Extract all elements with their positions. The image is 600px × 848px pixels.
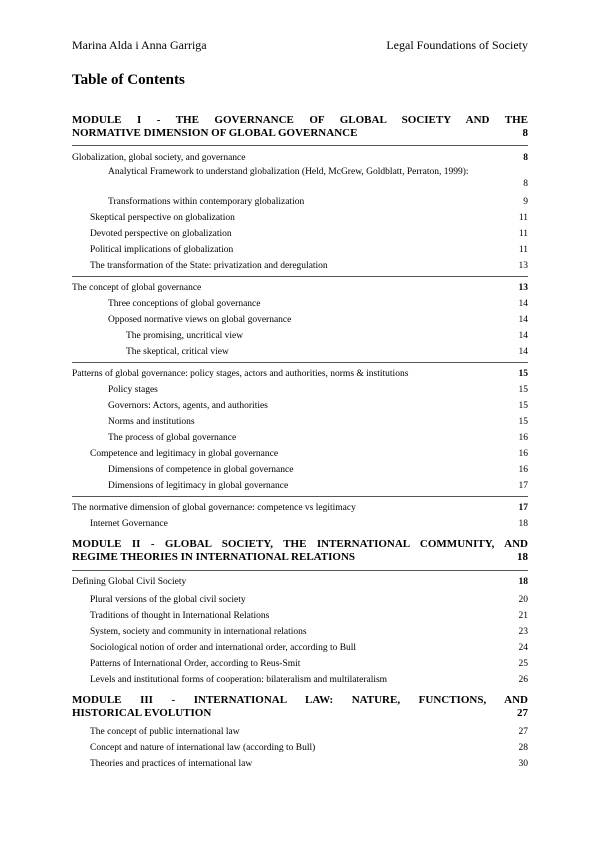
toc-page: 24	[518, 643, 528, 653]
toc-entry-label: Governors: Actors, agents, and authorities	[108, 401, 268, 411]
toc-page: 14	[518, 347, 528, 357]
toc-page: 8	[523, 153, 528, 163]
toc-page: 17	[518, 481, 528, 491]
toc-page: 25	[518, 659, 528, 669]
toc-page: 15	[518, 385, 528, 395]
header-author: Marina Alda i Anna Garriga	[72, 38, 207, 52]
toc-entry-label: The promising, uncritical view	[126, 331, 244, 341]
toc-entry-label: Traditions of thought in International Relations	[90, 611, 270, 621]
toc-entry-label: Levels and institutional forms of cooperation: bilateralism and multilateralism	[90, 675, 388, 685]
divider	[72, 496, 528, 497]
toc-page: 8	[522, 127, 528, 139]
toc-entry-label: Dimensions of competence in global governance	[108, 465, 294, 475]
toc-entry-label: Opposed normative views on global governance	[108, 315, 292, 325]
toc-module[interactable]: MODULE I - THE GOVERNANCE OF GLOBAL SOCIETY AND THE NORMATIVE DIMENSION OF GLOBAL GOVERNANCE 8	[72, 114, 528, 139]
toc-page: 30	[518, 759, 528, 769]
toc-entry-label: Policy stages	[108, 385, 158, 395]
toc-entry-label: Dimensions of legitimacy in global governance	[108, 481, 289, 491]
toc-page: 11	[518, 213, 528, 223]
toc-page: 9	[523, 197, 528, 207]
toc-page: 15	[518, 401, 528, 411]
toc-entry-label: Patterns of International Order, according to Reus-Smit	[90, 659, 301, 669]
toc-page: 20	[518, 595, 528, 605]
toc-entry-label: The concept of public international law	[90, 727, 240, 737]
toc-entry-label: The normative dimension of global governance: competence vs legitimacy	[72, 503, 356, 513]
toc-entry-label: Patterns of global governance: policy stages, actors and authorities, norms & institutions	[72, 369, 409, 379]
toc-page: 26	[518, 675, 528, 685]
toc-page: 16	[518, 465, 528, 475]
toc-entry-label: Transformations within contemporary globalization	[108, 197, 305, 207]
toc-module[interactable]: MODULE III - INTERNATIONAL LAW: NATURE, FUNCTIONS, AND HISTORICAL EVOLUTION 27	[72, 694, 528, 719]
toc-page: 16	[518, 449, 528, 459]
toc-page: 11	[518, 245, 528, 255]
toc-page: 17	[518, 503, 528, 513]
toc-page: 18	[518, 577, 528, 587]
divider	[72, 145, 528, 146]
toc-page: 16	[518, 433, 528, 443]
toc-page: 11	[518, 229, 528, 239]
toc-entry-label: Analytical Framework to understand globalization (Held, McGrew, Goldblatt, Perraton, 1999):	[108, 167, 469, 177]
toc-page: 8	[523, 179, 528, 189]
toc-entry-label: The transformation of the State: privatization and deregulation	[90, 261, 328, 271]
toc-page: 14	[518, 299, 528, 309]
toc-entry-label: Political implications of globalization	[90, 245, 234, 255]
toc-module[interactable]: MODULE II - GLOBAL SOCIETY, THE INTERNATIONAL COMMUNITY, AND REGIME THEORIES IN INTERNATIONAL RELATIONS 18	[72, 538, 528, 563]
toc-page: 13	[518, 283, 528, 293]
toc-page: 27	[517, 707, 528, 719]
toc-entry-label: Devoted perspective on globalization	[90, 229, 232, 239]
toc-entry-label: System, society and community in international relations	[90, 627, 307, 637]
toc-entry-label: The concept of global governance	[72, 283, 202, 293]
toc-page: 15	[518, 369, 528, 379]
toc-page: 18	[518, 519, 528, 529]
toc-page: 27	[518, 727, 528, 737]
toc-entry-label: The skeptical, critical view	[126, 347, 229, 357]
toc-page: 13	[518, 261, 528, 271]
toc-page: 21	[518, 611, 528, 621]
toc-entry-label: Theories and practices of international law	[90, 759, 253, 769]
toc-entry-label: The process of global governance	[108, 433, 237, 443]
toc-entry-label: Concept and nature of international law (according to Bull)	[90, 743, 316, 753]
header-course: Legal Foundations of Society	[386, 38, 528, 52]
toc-entry-label: Defining Global Civil Society	[72, 577, 187, 587]
toc-page: 14	[518, 331, 528, 341]
toc-page: 18	[517, 551, 528, 563]
toc-entry[interactable]	[72, 166, 528, 190]
toc-page: 14	[518, 315, 528, 325]
divider	[72, 570, 528, 571]
toc-entry-label: Skeptical perspective on globalization	[90, 213, 235, 223]
toc-entry-label: Sociological notion of order and international order, according to Bull	[90, 643, 357, 653]
toc-title: Table of Contents	[72, 72, 185, 88]
divider	[72, 276, 528, 277]
toc-entry-label: Norms and institutions	[108, 417, 195, 427]
toc-page: 28	[518, 743, 528, 753]
toc-entry-label: Competence and legitimacy in global governance	[90, 449, 279, 459]
toc-entry-label: Internet Governance	[90, 519, 168, 529]
toc-entry-label: Three conceptions of global governance	[108, 299, 261, 309]
toc-page: 15	[518, 417, 528, 427]
toc-entry-label: Globalization, global society, and governance	[72, 153, 246, 163]
toc-entry-label: Plural versions of the global civil society	[90, 595, 246, 605]
divider	[72, 362, 528, 363]
toc-page: 23	[518, 627, 528, 637]
table-of-contents	[72, 0, 528, 848]
